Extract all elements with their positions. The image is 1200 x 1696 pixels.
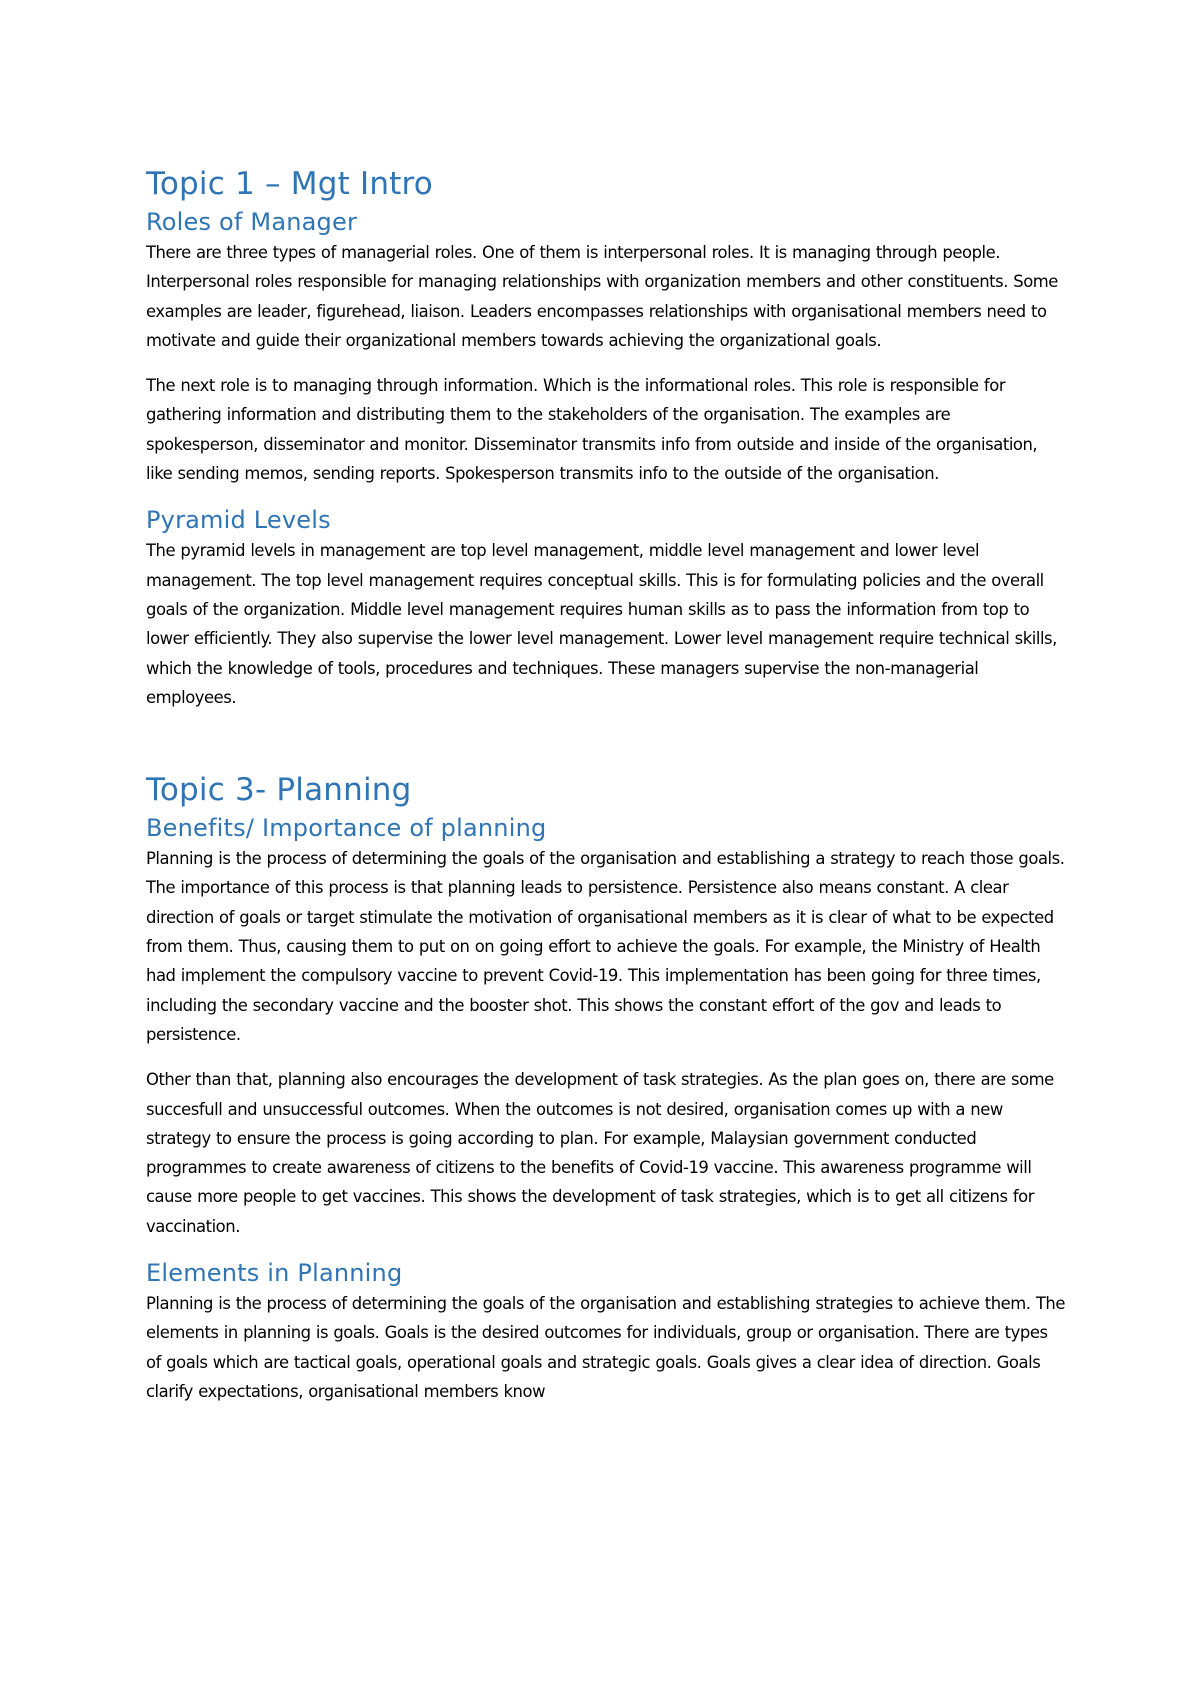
roles-paragraph-2: The next role is to managing through information. Which is the informational roles. This role is responsible for gathering information and distributing them to the stakeholders of the organisation. The examples are spokesperson, disseminator and monitor. Disseminator transmits info from outside and inside of the organisation, like sending memos, sending reports. Spokesperson transmits info to the outside of the organisation. bbox=[146, 376, 1038, 484]
elements-heading: Elements in Planning bbox=[146, 1259, 403, 1288]
pyramid-paragraph: The pyramid levels in management are top level management, middle level management and lower level management. The top level management requires conceptual skills. This is for formulating policies and the overall goals of the organization. Middle level management requires human skills as to pass the information from top to lower efficiently. They also supervise the lower level management. Lower level management require technical skills, which the knowledge of tools, procedures and techniques. These managers supervise the non-managerial employees. bbox=[146, 541, 1057, 707]
roles-paragraph-1: There are three types of managerial roles. One of them is interpersonal roles. It is managing through people. Interpersonal roles responsible for managing relationships with organization members and other constituents. Some examples are leader, figurehead, liaison. Leaders encompasses relationships with organisational members need to motivate and guide their organizational members towards achieving the organizational goals. bbox=[146, 243, 1058, 350]
roles-of-manager-heading: Roles of Manager bbox=[146, 208, 358, 236]
benefits-paragraph-1: Planning is the process of determining the goals of the organisation and establishing a strategy to reach those goals. The importance of this process is that planning leads to persistence. Persistence also means constant. A clear direction of goals or target stimulate the motivation of organisational members as it is clear of what to be expected from them. Thus, causing them to put on on going effort to achieve the goals. For example, the Ministry of Health had implement the compulsory vaccine to prevent Covid-19. This implementation has been going for three times, including the secondary vaccine and the booster shot. This shows the constant effort of the gov and leads to persistence. bbox=[146, 849, 1065, 1044]
topic1-title: Topic 1 – Mgt Intro bbox=[146, 166, 433, 202]
benefits-heading: Benefits/ Importance of planning bbox=[146, 814, 547, 843]
elements-paragraph: Planning is the process of determining the goals of the organisation and establishing strategies to achieve them. The elements in planning is goals. Goals is the desired outcomes for individuals, group or organisation. There are types of goals which are tactical goals, operational goals and strategic goals. Goals gives a clear idea of direction. Goals clarify expectations, organisational members know bbox=[146, 1294, 1065, 1401]
topic3-title: Topic 3- Planning bbox=[146, 772, 412, 809]
benefits-paragraph-2: Other than that, planning also encourages the development of task strategies. As the plan goes on, there are some succesfull and unsuccessful outcomes. When the outcomes is not desired, organisation comes up with a new strategy to ensure the process is going according to plan. For example, Malaysian government conducted programmes to create awareness of citizens to the benefits of Covid-19 vaccine. This awareness programme will cause more people to get vaccines. This shows the development of task strategies, which is to get all citizens for vaccination. bbox=[146, 1070, 1054, 1236]
section-spacer bbox=[146, 728, 1066, 768]
document-body bbox=[146, 162, 1066, 1422]
pyramid-levels-heading: Pyramid Levels bbox=[146, 506, 331, 535]
